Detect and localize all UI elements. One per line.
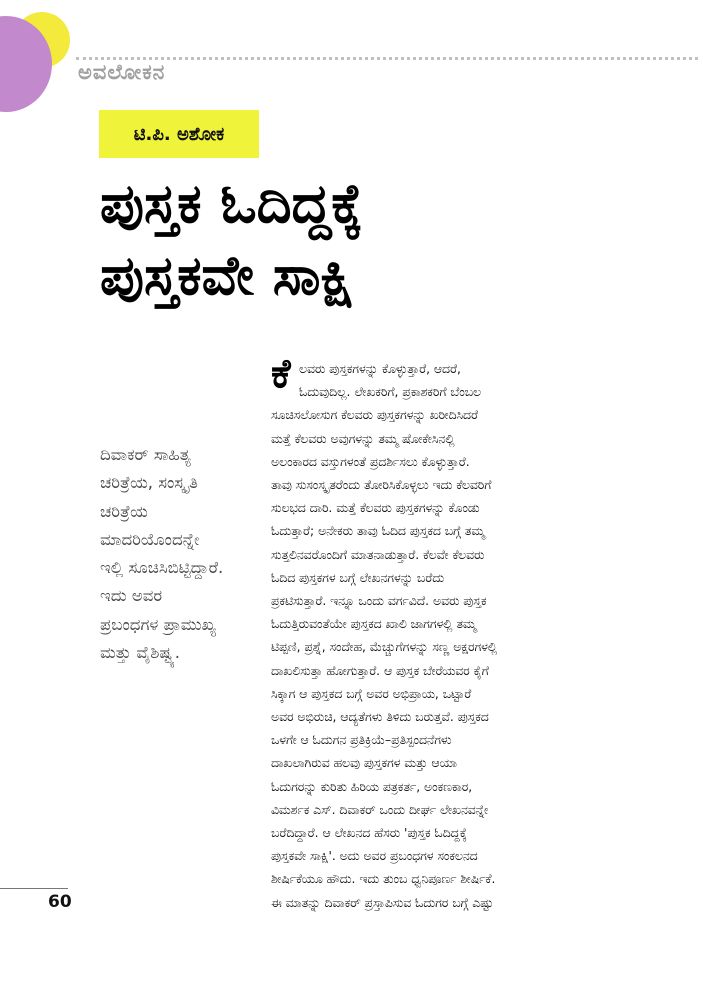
body-line: ಓದುತ್ತಾರೆ; ಅನೇಕರು ತಾವು ಓದಿದ ಪುಸ್ತಕದ ಬಗ್ಗೆ ತಮ್ಮ xyxy=(271,524,485,539)
footer-rule xyxy=(0,888,68,889)
pullquote-line: ಚರಿತ್ರೆಯ xyxy=(100,501,148,521)
article-title xyxy=(100,168,620,312)
body-line: ಸುಲಭದ ದಾರಿ. ಮತ್ತೆ ಕೆಲವರು ಪುಸ್ತಕಗಳನ್ನು ಕೊಂಡು xyxy=(271,501,480,516)
page-number: 60 xyxy=(48,892,72,912)
body-line: ಓದುಗರನ್ನು ಕುರಿತು ಹಿರಿಯ ಪತ್ರಕರ್ತ, ಅಂಕಣಕಾರ, xyxy=(271,779,473,794)
pullquote-line: ಪ್ರಬಂಧಗಳ ಪ್ರಾಮುಖ್ಯ xyxy=(100,614,216,634)
body-line: ಅಲಂಕಾರದ ವಸ್ತುಗಳಂತೆ ಪ್ರದರ್ಶಿಸಲು ಕೊಳ್ಳುತ್ತಾರೆ. xyxy=(271,454,470,469)
article-body xyxy=(271,358,592,915)
pull-quote xyxy=(100,441,260,667)
body-line: ಬರೆದಿದ್ದಾರೆ. ಆ ಲೇಖನದ ಹೆಸರು 'ಪುಸ್ತಕ ಓದಿದ್ದಕ್ಕೆ xyxy=(271,826,467,841)
pullquote-line: ಇದು ಅವರ xyxy=(100,586,163,606)
body-line: ತಾವು ಸುಸಂಸ್ಕೃತರೆಂದು ತೋರಿಸಿಕೊಳ್ಳಲು ಇದು ಕೆಲವರಿಗೆ xyxy=(271,478,492,493)
title-line: ಪುಸ್ತಕವೇ ಸಾಕ್ಷಿ xyxy=(100,244,355,307)
body-line: ಸೂಚಿಸಲೋಸುಗ ಕೆಲವರು ಪುಸ್ತಕಗಳನ್ನು ಖರೀದಿಸಿದರೆ xyxy=(271,408,479,423)
body-line: ಓದುವುದಿಲ್ಲ. ಲೇಖಕರಿಗೆ, ಪ್ರಕಾಶಕರಿಗೆ ಬೆಂಬಲ xyxy=(299,385,482,400)
body-line: ಪ್ರಕಟಿಸುತ್ತಾರೆ. ಇನ್ನೂ ಒಂದು ವರ್ಗವಿದೆ. ಅವರು ಪುಸ್ತಕ xyxy=(271,594,487,609)
pullquote-line: ಮತ್ತು ವೈಶಿಷ್ಟ್ಯ. xyxy=(100,643,180,663)
pullquote-line: ದಿವಾಕರ್ ಸಾಹಿತ್ಯ xyxy=(100,445,191,464)
drop-cap: ಕೆ xyxy=(271,351,291,397)
body-line: ಶೀರ್ಷಿಕೆಯೂ ಹೌದು. ಇದು ತುಂಬ ಧ್ವನಿಪೂರ್ಣ ಶೀರ್ಷಿಕೆ. xyxy=(271,872,496,887)
body-line: ಮತ್ತೆ ಕೆಲವರು ಅವುಗಳನ್ನು ತಮ್ಮ ಷೋಕೇಸಿನಲ್ಲಿ xyxy=(271,431,455,446)
section-label: ಅವಲೋಕನ xyxy=(78,60,166,84)
author-badge xyxy=(99,110,259,158)
header-dotted-rule xyxy=(76,57,698,60)
pullquote-line: ಇಲ್ಲಿ ಸೂಚಿಸಿಬಿಟ್ಟಿದ್ದಾರೆ. xyxy=(100,558,224,578)
body-line: ವಿಮರ್ಶಕ ಎಸ್. ದಿವಾಕರ್ ಒಂದು ದೀರ್ಘ ಲೇಖನವನ್ನೇ xyxy=(271,802,489,817)
body-line: ಲವರು ಪುಸ್ತಕಗಳನ್ನು ಕೊಳ್ಳುತ್ತಾರೆ, ಆದರೆ, xyxy=(299,362,461,376)
body-line: ದಾಖಲಾಗಿರುವ ಹಲವು ಪುಸ್ತಕಗಳ ಮತ್ತು ಆಯಾ xyxy=(271,756,457,771)
pullquote-line: ಚರಿತ್ರೆಯ, ಸಂಸ್ಕೃತಿ xyxy=(100,473,198,493)
body-line: ಸಿಕ್ಕಾಗ ಆ ಪುಸ್ತಕದ ಬಗ್ಗೆ ಅವರ ಅಭಿಪ್ರಾಯ, ಒಟ್ಟಾರೆ xyxy=(271,686,472,701)
pullquote-line: ಮಾದರಿಯೊಂದನ್ನೇ xyxy=(100,529,200,549)
title-line: ಪುಸ್ತಕ ಓದಿದ್ದಕ್ಕೆ xyxy=(100,172,363,235)
body-line: ದಾಖಲಿಸುತ್ತಾ ಹೋಗುತ್ತಾರೆ. ಆ ಪುಸ್ತಕ ಬೇರೆಯವರ ಕೈಗೆ xyxy=(271,663,489,678)
body-line: ಒಳಗೇ ಆ ಓದುಗನ ಪ್ರತಿಕ್ರಿಯೆ–ಪ್ರತಿಸ್ಪಂದನೆಗಳು xyxy=(271,733,452,748)
body-line: ಟಿಪ್ಪಣಿ, ಪ್ರಶ್ನೆ, ಸಂದೇಹ, ಮೆಚ್ಚುಗೆಗಳನ್ನು ಸಣ್ಣ ಅಕ್ಷರಗಳಲ್ಲಿ xyxy=(271,640,498,655)
body-line: ಓದುತ್ತಿರುವಂತೆಯೇ ಪುಸ್ತಕದ ಖಾಲಿ ಜಾಗಗಳಲ್ಲಿ ತಮ್ಮ xyxy=(271,617,477,632)
body-line: ಸುತ್ತಲಿನವರೊಂದಿಗೆ ಮಾತನಾಡುತ್ತಾರೆ. ಕೆಲವೇ ಕೆಲವರು xyxy=(271,547,485,562)
body-line: ಓದಿದ ಪುಸ್ತಕಗಳ ಬಗ್ಗೆ ಲೇಖನಗಳನ್ನು ಬರೆದು xyxy=(271,570,445,585)
body-line: ಅವರ ಅಭಿರುಚಿ, ಆದ್ಯತೆಗಳು ತಿಳಿದು ಬರುತ್ತವೆ. ಪುಸ್ತಕದ xyxy=(271,710,489,725)
body-line: ಈ ಮಾತನ್ನು ದಿವಾಕರ್ ಪ್ರಸ್ತಾಪಿಸುವ ಓದುಗರ ಬಗ್ಗೆ ಎಷ್ಟು xyxy=(271,895,494,910)
body-line: ಪುಸ್ತಕವೇ ಸಾಕ್ಷಿ'. ಅದು ಅವರ ಪ್ರಬಂಧಗಳ ಸಂಕಲನದ xyxy=(271,849,478,864)
author-name: ಟಿ.ಪಿ. ಅಶೋಕ xyxy=(133,123,225,145)
